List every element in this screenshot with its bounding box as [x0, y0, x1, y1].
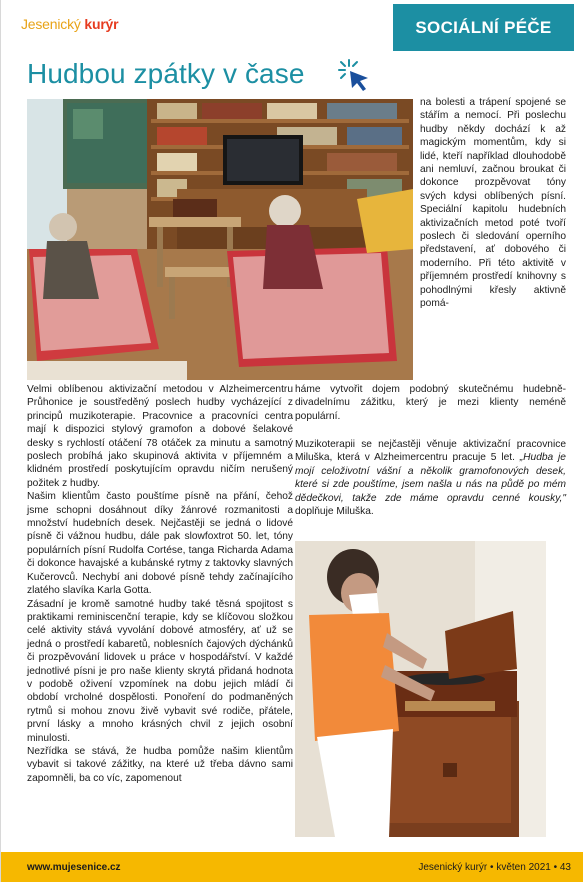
- footer-url[interactable]: www.mujesenice.cz: [27, 862, 121, 873]
- brand-logo: [21, 16, 118, 32]
- quote: „Hudba je mojí celoživotní vášní a několik gramofonových desek, které si zde pouštíme, jsem našla u nás na půdě po mém dědečkovi, takže zde máme opravdu cenné kousky,": [295, 452, 566, 504]
- paragraph: háme vytvořit dojem podobný skutečnému hudebně-divadelnímu zážitku, který je mezi klienty neméně populární.: [295, 384, 566, 422]
- brand-part2: kurýr: [84, 16, 119, 32]
- section-tag: SOCIÁLNÍ PÉČE: [393, 4, 574, 51]
- article-text-right-middle: [295, 438, 566, 518]
- article-text-right-top: [420, 96, 566, 311]
- library-photo: [27, 99, 413, 380]
- paragraph: Nezřídka se stává, že hudba pomůže našim klientům vybavit si takové zážitky, na které už třeba dávno sami zapomněli, ba co víc, zapomenout: [27, 745, 293, 784]
- paragraph: Velmi oblíbenou aktivizační metodou v Alzheimercentru Průhonice je soustředěný poslech hudby vycházející z principů muzikoterapie. Pracovnice a pracovníci centra mají k dispozici stylový gramofon a dobové šelakové desky s rychlostí otáčení 78 otáček za minutu a samotný poslech probíhá jako skupinová aktivita v příjemném a klidném prostředí poskytujícím opravdu ničím nerušený požitek z hudby.: [27, 384, 293, 489]
- gramophone-photo: [295, 541, 546, 837]
- text-span: doplňuje Miluška.: [295, 506, 374, 518]
- brand-part1: Jesenický: [21, 16, 81, 32]
- paragraph: Zásadní je kromě samotné hudby také těsná spojitost s praktikami reminiscenční terapie, kdy se klíčovou složkou celé aktivity stává vyvolání dobové atmosféry, ať už se jedná o prostředí kabaretů, noblesních čajových dýchánků či prozpěvování lidovek u práce v hospodářství. V každé jednotlivé písni je pro naše klienty skrytá přidaná hodnota v podobě oživení vzpomínek na dobu jejich mládí či období vrcholné dospělosti. Ponoření do podmaněných rytmů si mohou znovu živě vybavit své rodiče, přátele, první lásky a mnoho krásných chvil z jejich osobní minulosti.: [27, 598, 293, 744]
- cursor-click-icon: [335, 56, 375, 96]
- article-text-left: [27, 383, 293, 785]
- paragraph: [295, 438, 566, 518]
- article-text-right-continuation: [295, 383, 566, 423]
- text-span: Muzikoterapii se nejčastěji věnuje aktivizační pracovnice Miluška, která v Alzheimercentru pracuje 5 let.: [295, 439, 566, 464]
- paragraph: Našim klientům často pouštíme písně na přání, čehož jsme schopni dosáhnout díky žánrové rozmanitosti a množství hudebních desek. Nejčastěji se jedná o lidové písně či vážnou hudbu, dále pak slowfoxtrot 50. let, tóny populárních písní Rudolfa Cortése, tanga Richarda Adama či dokonce havajské a kubánské rytmy z taktovky slavných Kučerovců. Nechybí ani dobové písně tehdy začínajícího zlatého slavíka Karla Gotta.: [27, 491, 293, 597]
- paragraph: na bolesti a trápení spojené se stářím a nemocí. Při poslechu hudby někdy dochází k až magickým momentům, kdy si lidé, kteří například dlouhodobě ani nemluví, začnou broukat či dokonce prozpěvovat tóny svých kdysi oblíbených písní. Speciální kapitolu hudebních aktivizačních metod poté tvoří poslech či sledování operního představení, ať dobového či moderního. Při této aktivitě v příjemném prostředí knihovny s pohodlnými křesly aktivně pomá-: [420, 97, 566, 310]
- footer-publication: Jesenický kurýr • květen 2021 • 43: [418, 862, 571, 873]
- article-title: Hudbou zpátky v čase: [27, 58, 305, 89]
